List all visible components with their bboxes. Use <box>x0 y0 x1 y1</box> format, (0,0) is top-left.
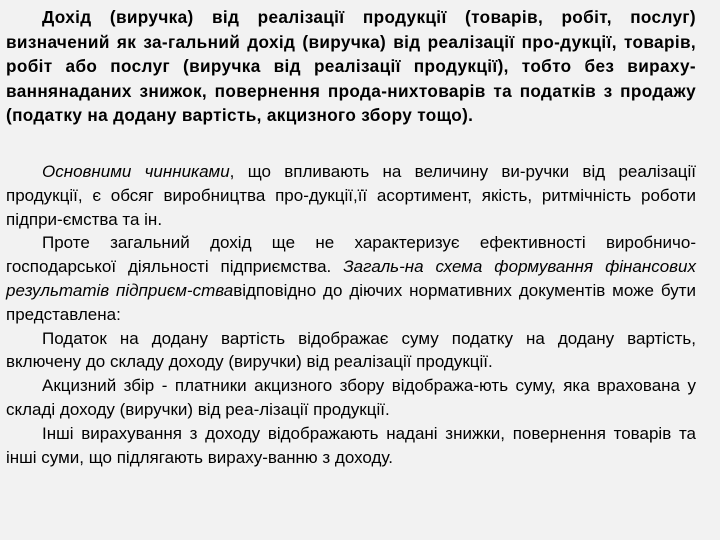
vat-paragraph: Податок на додану вартість відображає суму податку на додану вартість, включену до складу доходу (виручки) від реалізації продукції. <box>6 328 696 372</box>
general-scheme-text-end: відповідно до діючих нормативних документів може бути представлена: <box>6 280 696 324</box>
revenue-definition-paragraph: Дохід (виручка) від реалізації продукції (товарів, робіт, послуг) визначений як за-гальний дохід (виручка) від реалізації про-дукції, товарів, робіт або послуг (виручка від реалізації продукції), тобто без вираху-ваннянаданих знижок, повернення прода-нихтоварів та податків з продажу (податку на додану вартість, акцизного збору тощо). <box>6 7 696 125</box>
general-scheme-text-start: Проте загальний дохід ще не характеризує ефективності виробничо-господарської діяльності підприємства. <box>6 233 696 277</box>
factors-paragraph <box>6 160 696 231</box>
general-scheme-emphasis: Загаль-на схема формування фінансових результатів підприєм-ства <box>6 257 696 300</box>
body-text-block <box>6 160 696 469</box>
definition-block <box>6 5 696 128</box>
excise-paragraph: Акцизний збір - платники акцизного збору відобража-ють суму, яка врахована у складі доходу (виручки) від реа-лізації продукції. <box>6 376 696 419</box>
factors-text: , що впливають на величину ви-ручки від реалізації продукції, є обсяг виробництва про-дукції,її асортимент, якість, ритмічність роботи підпри-ємства та ін. <box>6 162 697 229</box>
factors-emphasis: Основними чинниками <box>42 162 230 181</box>
other-deductions-paragraph: Інші вирахування з доходу відображають надані знижки, повернення товарів та інші суми, що підлягають вираху-ванню з доходу. <box>6 423 696 467</box>
general-scheme-paragraph <box>6 231 696 326</box>
